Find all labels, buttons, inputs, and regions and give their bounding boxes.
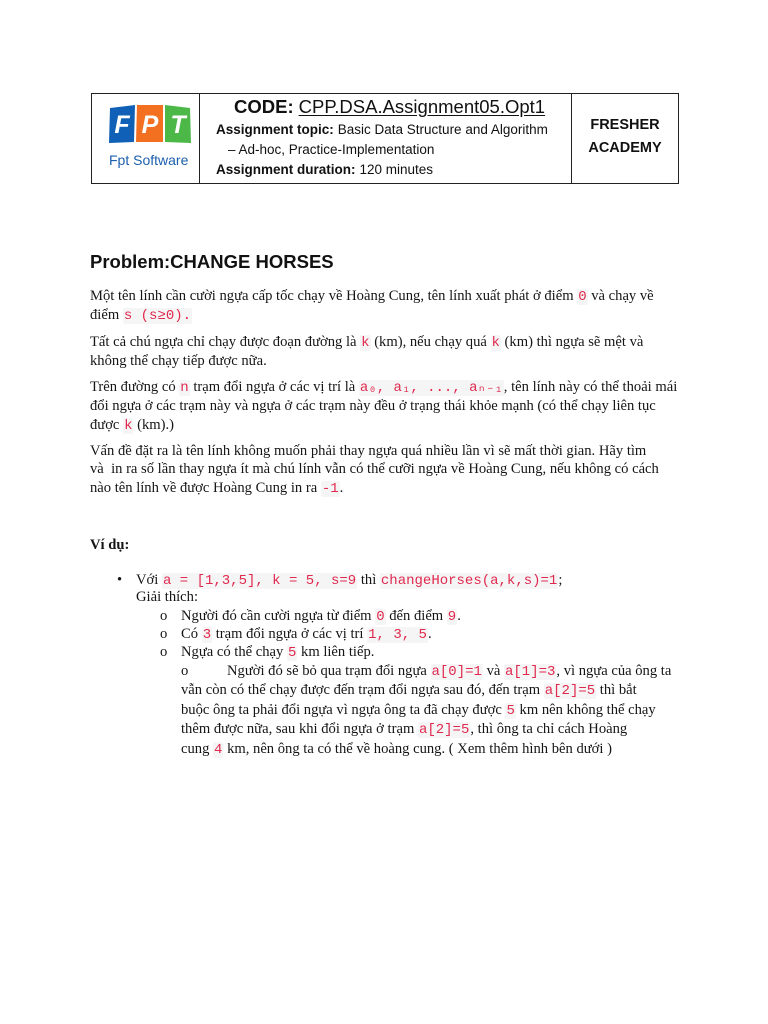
text-run: , thì ông ta chỉ cách Hoàng cung [181,721,628,757]
assignment-topic-continued: – Ad-hoc, Practice-Implementation [228,142,435,157]
text-run: km liên tiếp. [297,644,375,660]
text-run: . [427,626,432,642]
text-run: . [339,479,344,496]
text-run: , tên lính này có thể thoải mái đổi ngựa ở các trạm này và ngựa ở các trạm này đều ở trạng thái khỏe mạnh (có thể chạy liên tục được [90,379,678,433]
text-run: Vấn đề đặt ra là tên lính không muốn phải thay ngựa quá nhiều lần vì sẽ mất thời gian. Hãy tìm và in ra số lần thay ngựa ít mà chú lính vẫn có thể cưỡi ngựa về Hoàng Cung, nếu không có cách nào tên lính về được Hoàng Cung in ra [90,443,659,496]
inline-code: -1 [321,480,339,497]
inline-code: 0 [578,289,587,305]
organization-cell [572,94,678,183]
text-run: Ngựa có thể chạy [181,644,287,660]
problem-paragraph-4 [90,442,659,498]
example-heading: Ví dụ: [90,537,130,553]
text-run: thì [357,572,380,588]
text-run: Người đó cần cười ngựa từ điểm [181,608,376,624]
inline-code: n [180,380,189,396]
example-case [136,571,562,590]
inline-code: k [124,417,133,434]
logo-cell [92,94,200,183]
logo-caption: Fpt Software [109,152,189,168]
sub-bullet-marker: o [160,644,168,660]
text-run: Một tên lính cần cười ngựa cấp tốc chạy về Hoàng Cung, tên lính xuất phát ở điểm [90,288,578,304]
org-line-2: ACADEMY [588,140,662,156]
bullet-marker: • [117,572,123,588]
inline-code: 1, 3, 5 [368,627,427,643]
text-run: đến điểm [385,608,447,624]
inline-code: 0 [376,609,385,625]
text-run: km, nên ông ta có thể về hoàng cung. ( Xem thêm hình bên dưới ) [223,740,612,757]
text-run: Tất cả chú ngựa chỉ chạy được đoạn đường là [90,334,361,350]
problem-paragraph-1 [90,287,654,326]
text-run: trạm đổi ngựa ở các vị trí [212,626,368,642]
problem-paragraph-2 [90,333,643,371]
inline-code: s (s≥0). [123,308,192,325]
inline-code: a[0]=1 [431,664,482,680]
inline-code: a = [1,3,5], k = 5, s=9 [162,573,357,589]
inline-code: 9 [447,609,457,625]
explanation-label: Giải thích: [136,589,199,605]
text-run: (km), nếu chạy quá [370,334,491,350]
text-run: , vì ngựa của ông ta vẫn còn có thể chạy được đến trạm đổi ngựa sau đó, đến trạm [181,663,672,699]
assignment-duration [216,160,433,180]
text-run: Với [136,572,162,588]
problem-title: Problem:CHANGE HORSES [90,251,334,272]
text-run: Có [181,626,202,642]
duration-label: Assignment duration: [216,162,356,177]
problem-paragraph-3 [90,378,677,435]
nested-bullet-marker: o [181,663,189,679]
inline-code: 5 [506,702,515,719]
inline-code: 3 [202,627,212,643]
org-line-1: FRESHER [590,117,660,133]
explanation-step-1 [181,607,461,626]
inline-code: a[1]=3 [505,664,556,680]
topic-value: Basic Data Structure and Algorithm [337,122,548,137]
inline-code: changeHorses(a,k,s)=1 [380,573,558,589]
inline-code: k [361,335,370,351]
inline-code: 4 [214,741,223,758]
text-run: ; [558,572,563,588]
text-run: thì bắt buộc ông ta phải đổi ngựa vì ngựa ông ta đã chạy được [181,682,637,718]
text-run: . [457,608,461,624]
assignment-code-line [234,96,545,118]
explanation-step-3 [181,643,374,662]
text-run: (km).) [133,416,174,433]
inline-code: 5 [287,645,297,661]
logo-letter-p: P [141,111,159,139]
text-run: km nên không thể chạy thêm được nữa, sau khi đổi ngựa ở trạm [181,701,656,738]
inline-code: a[2]=5 [418,722,470,739]
assignment-info-cell [200,94,572,183]
duration-value: 120 minutes [359,162,434,177]
text-run: Người đó sẽ bỏ qua trạm đổi ngựa [227,663,431,679]
text-run: Trên đường có [90,379,180,395]
organization-name [572,114,678,160]
text-run: và chạy về điểm [90,288,654,324]
topic-label: Assignment topic: [216,122,334,137]
assignment-header-table [91,93,679,184]
assignment-topic [216,120,548,140]
text-run: và [482,663,504,679]
logo-letter-f: F [114,111,130,139]
sub-bullet-marker: o [160,626,168,642]
code-label: CODE: [234,96,294,117]
explanation-step-2 [181,625,432,644]
logo-letter-t: T [170,111,186,139]
explanation-detail [181,662,671,759]
assignment-code: CPP.DSA.Assignment05.Opt1 [298,96,546,117]
fpt-logo [108,102,192,144]
inline-code: a[2]=5 [544,683,596,700]
text-run: (km) thì ngựa sẽ mệt và không thể chạy tiếp được nữa. [90,334,644,370]
inline-code: a₀, a₁, ..., aₙ₋₁ [359,380,503,396]
sub-bullet-marker: o [160,608,168,624]
inline-code: k [491,335,500,351]
text-run: trạm đổi ngựa ở các vị trí là [189,379,359,395]
